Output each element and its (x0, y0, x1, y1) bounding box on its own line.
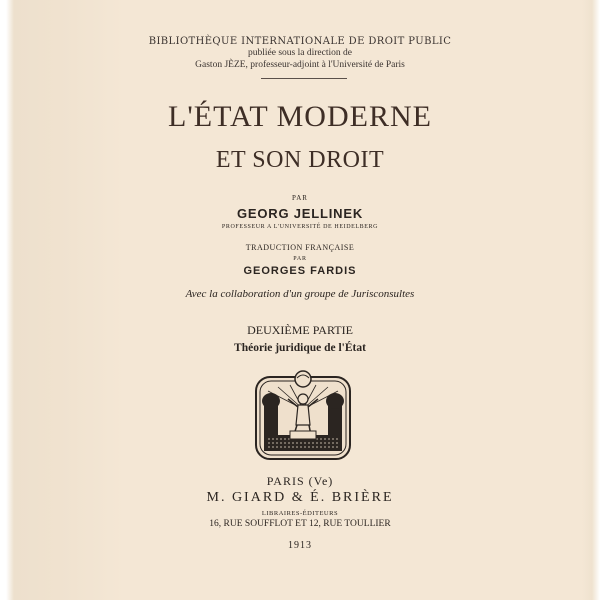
series-title: BIBLIOTHÈQUE INTERNATIONALE DE DROIT PUBLIC (148, 36, 452, 47)
imprint-publisher: M. GIARD & É. BRIÈRE (206, 490, 394, 505)
author-role: PROFESSEUR A L'UNIVERSITÉ DE HEIDELBERG (221, 224, 379, 230)
divider-rule (261, 78, 347, 79)
imprint-address: 16, RUE SOUFFLOT ET 12, RUE TOULLIER (209, 519, 391, 529)
translator-par: PAR (293, 256, 307, 262)
series-direction: publiée sous la direction de (248, 48, 352, 58)
book-title: L'ÉTAT MODERNE (168, 100, 432, 133)
author-par: PAR (292, 194, 308, 202)
book-subtitle: ET SON DROIT (215, 147, 385, 173)
part-subtitle: Théorie juridique de l'État (234, 342, 366, 354)
imprint-year: 1913 (288, 540, 312, 551)
publisher-emblem-icon (254, 369, 352, 461)
imprint-city: PARIS (Ve) (266, 474, 334, 488)
imprint-role: LIBRAIRES-ÉDITEURS (261, 510, 339, 517)
collaboration-note: Avec la collaboration d'un groupe de Jurisconsultes (185, 288, 415, 300)
author-name: GEORG JELLINEK (236, 206, 364, 221)
series-editor: Gaston JÈZE, professeur-adjoint à l'Université de Paris (195, 60, 405, 70)
translator-name: GEORGES FARDIS (243, 265, 357, 277)
part-label: DEUXIÈME PARTIE (247, 323, 353, 337)
translation-label: TRADUCTION FRANÇAISE (245, 243, 355, 252)
